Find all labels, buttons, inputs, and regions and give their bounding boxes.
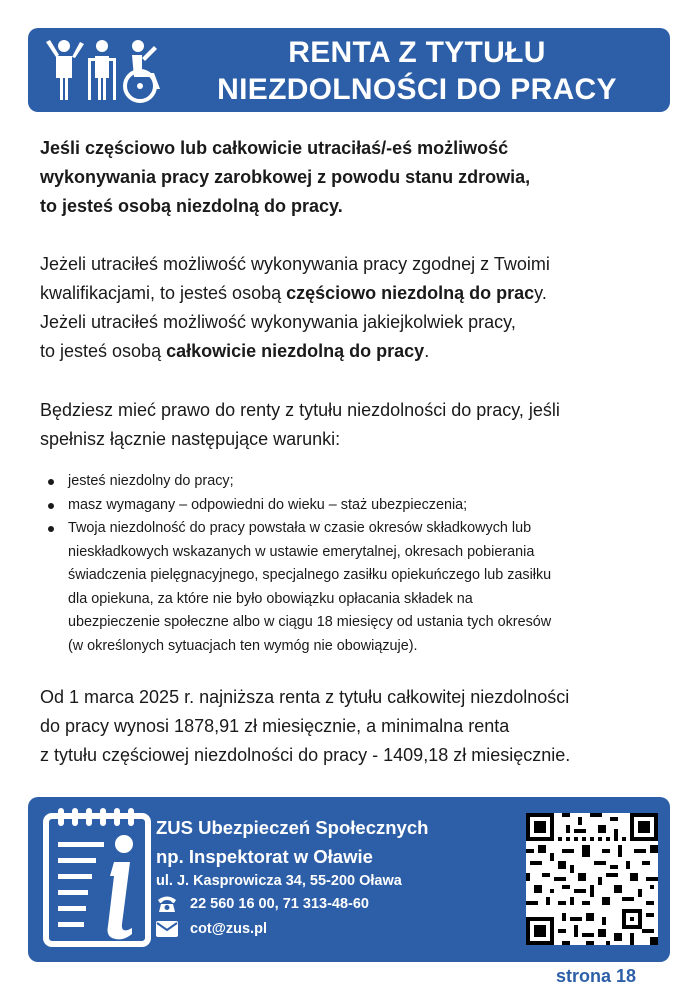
condition-1: jesteś niezdolny do pracy;: [68, 473, 234, 489]
amounts-line-1: Od 1 marca 2025 r. najniższa renta z tytułu całkowitej niezdolności: [40, 687, 570, 707]
list-item: [40, 470, 665, 494]
phone-row: [156, 895, 369, 913]
definitions-line-4: [40, 337, 665, 366]
definitions-line-4-pre: to jesteś osobą: [40, 341, 167, 361]
condition-2: masz wymagany – odpowiedni do wieku – staż ubezpieczenia;: [68, 496, 468, 513]
email-row: [156, 921, 267, 937]
info-clipboard-icon: [40, 808, 160, 951]
organization-name: [156, 813, 428, 871]
page-number: strona 18: [555, 966, 636, 986]
envelope-icon: [156, 921, 178, 937]
amounts-line-2: do pracy wynosi 1878,91 zł miesięcznie, a minimalna renta: [40, 716, 510, 736]
qr-code-icon[interactable]: [526, 813, 658, 945]
org-line-1: ZUS Ubezpieczeń Społecznych: [156, 817, 429, 838]
phone-numbers: 22 560 16 00, 71 313-48-60: [190, 896, 369, 912]
intro-line-1: Jeśli częściowo lub całkowicie utraciłaś/-eś możliwość: [40, 138, 509, 158]
list-item: [40, 494, 665, 518]
intro-paragraph: [40, 134, 665, 221]
conditions-list: [40, 470, 665, 658]
definitions-line-2: [40, 279, 665, 308]
intro-line-3: to jesteś osobą niezdolną do pracy.: [40, 196, 343, 216]
partial-incapacity-term: częściowo niezdolną do prac: [286, 283, 535, 303]
condition-3-line-4: dla opiekuna, za które nie było obowiązku opłacania składek na: [68, 590, 473, 607]
definitions-line-2-post: y.: [534, 283, 547, 303]
definitions-paragraph: [40, 250, 665, 366]
condition-3-line-2: nieskładkowych wskazanych w ustawie emerytalnej, okresach pobierania: [68, 543, 535, 560]
main-content: [40, 134, 665, 770]
conditions-intro-line-1: Będziesz mieć prawo do renty z tytułu niezdolności do pracy, jeśli: [40, 400, 560, 420]
condition-3-line-3: świadczenia pielęgnacyjnego, specjalnego zasiłku opiekuńczego lub zasiłku: [68, 567, 552, 583]
definitions-line-3: Jeżeli utraciłeś możliwość wykonywania jakiejkolwiek pracy,: [40, 312, 516, 332]
org-line-2: np. Inspektorat w Oławie: [156, 846, 373, 867]
conditions-intro: [40, 396, 665, 454]
people-with-disabilities-icon: [42, 36, 178, 104]
definitions-line-2-pre: kwalifikacjami, to jesteś osobą: [40, 283, 287, 303]
amounts-paragraph: [40, 683, 665, 770]
contact-footer: [28, 797, 670, 962]
title-line-2: NIEZDOLNOŚCI DO PRACY: [217, 73, 617, 106]
telephone-icon: [156, 895, 178, 913]
total-incapacity-term: całkowicie niezdolną do pracy: [166, 341, 425, 361]
definitions-line-4-post: .: [424, 341, 430, 361]
condition-3-line-6: (w określonych sytuacjach ten wymóg nie obowiązuje).: [68, 637, 418, 654]
email-address: cot@zus.pl: [190, 921, 267, 937]
page-title: [178, 34, 656, 108]
conditions-intro-line-2: spełnisz łącznie następujące warunki:: [40, 429, 341, 449]
intro-line-2: wykonywania pracy zarobkowej z powodu stanu zdrowia,: [40, 167, 531, 187]
header-banner: [28, 28, 670, 112]
condition-3-line-1: Twoja niezdolność do pracy powstała w czasie okresów składkowych lub: [68, 520, 532, 536]
title-line-1: RENTA Z TYTUŁU: [288, 36, 546, 69]
definitions-line-1: Jeżeli utraciłeś możliwość wykonywania pracy zgodnej z Twoimi: [40, 254, 550, 274]
address: ul. J. Kasprowicza 34, 55-200 Oława: [156, 873, 402, 889]
condition-3-line-5: ubezpieczenie społeczne albo w ciągu 18 miesięcy od ustania tych okresów: [68, 614, 552, 630]
list-item: [40, 517, 665, 658]
amounts-line-3: z tytułu częściowej niezdolności do pracy - 1409,18 zł miesięcznie.: [40, 745, 571, 765]
